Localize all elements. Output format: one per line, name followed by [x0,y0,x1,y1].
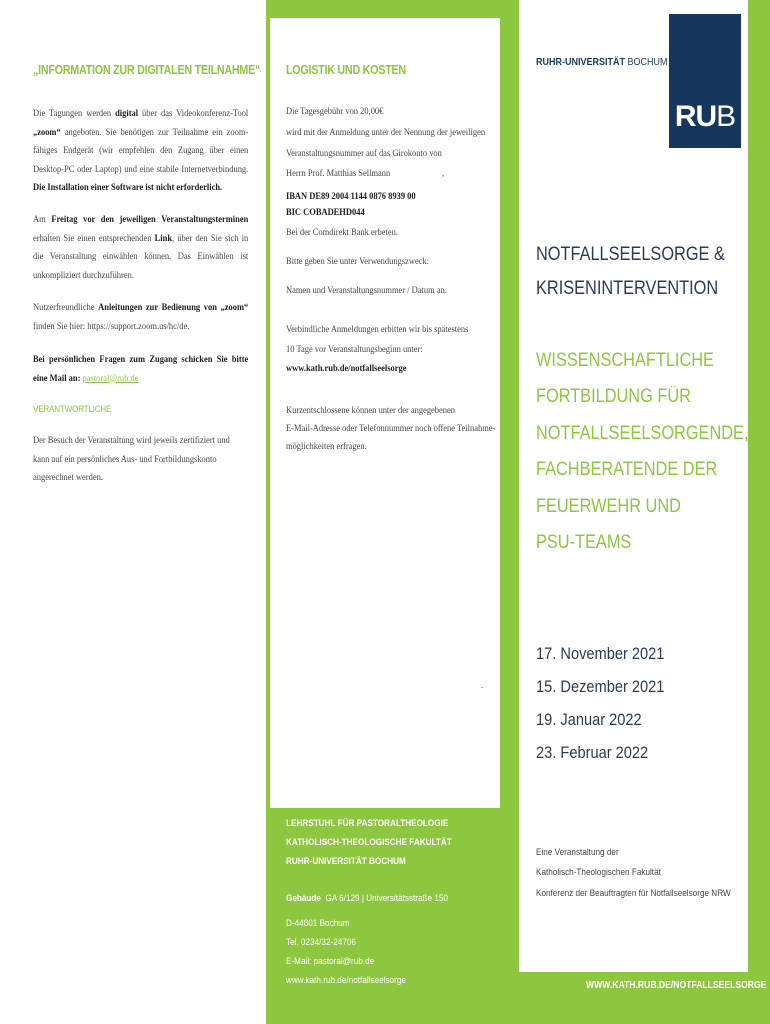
chair-name: LEHRSTUHL FÜR PASTORALTHEOLOGIE [286,818,449,829]
faculty-name: KATHOLISCH-THEOLOGISCHE FAKULTÄT [286,837,452,848]
subtitle-line: WISSENSCHAFTLICHE [536,350,714,371]
event-date: 17. November 2021 [536,644,665,663]
logistics-heading: LOGISTIK UND KOSTEN [286,63,406,77]
rub-logo [669,14,741,148]
university-header-thin: BOCHUM [625,57,668,68]
rub-logo-text-thin: B [716,100,736,133]
body-text: finden Sie hier: https://support.zoom.us/hc/de. [33,320,190,331]
subtitle-line: FORTBILDUNG FÜR [536,386,691,407]
body-text: Nutzerfreundliche [33,302,99,312]
responsible-heading: VERANTWORTLICHE [33,404,112,415]
telephone: Tel. 0234/32-24706 [286,937,356,948]
fee-line: Die Tagesgebühr von 20,00€ [286,106,384,116]
title-line-2: KRISENINTERVENTION [536,278,719,299]
emphasis-text: Die Installation einer Software ist nicht erforderlich. [33,182,223,192]
emphasis-text: Anleitungen zur Bedienung von „zoom“ [98,302,249,312]
building-address [286,893,448,904]
event-date: 23. Februar 2022 [536,743,649,762]
subtitle-line: FACHBERATENDE DER [536,459,718,480]
body-text: Am [33,214,52,224]
emphasis-text: digital [115,108,139,118]
paragraph-digital-tool [33,104,248,197]
subtitle-line: NOTFALLSEELSORGENDE, [536,423,749,444]
emphasis-text: „zoom“ [33,126,61,137]
paragraph-certification: Der Besuch der Veranstaltung wird jeweils zertifiziert und kann auf ein persönliches Aus- und Fortbildungskonto angerechnet werden. [33,435,230,482]
contact-text: Bei persönlichen Fragen zum Zugang schicken Sie bitte eine Mail an: [33,354,249,383]
purpose-detail-line: Namen und Veranstaltungsnummer / Datum an. [286,285,447,295]
purpose-line: Bitte geben Sie unter Verwendungszweck: [286,256,430,266]
stray-dot: . [481,680,484,690]
body-text: über das Videokonferenz-Tool [138,108,249,118]
email[interactable]: E-Mail: pastoral@rub.de [286,956,375,967]
building-value: GA 6/129 | Universitätsstraße 150 [325,893,448,904]
emphasis-text: Freitag vor den jeweiligen Veranstaltungsterminen [51,214,249,224]
university-header [536,57,668,68]
body-text: Die Tagungen werden [33,108,116,118]
body-text: erhalten Sie einen entsprechenden [33,232,155,243]
late-registration-line: E-Mail-Adresse oder Telefonnummer noch offene Teilnahme- [286,423,496,433]
subtitle-line: PSU-TEAMS [536,532,632,553]
digital-participation-heading: „INFORMATION ZUR DIGITALEN TEILNAHME“ [33,63,261,77]
event-date: 15. Dezember 2021 [536,677,665,696]
fee-line: Veranstaltungsnummer auf das Girokonto von [286,148,442,158]
building-label: Gebäude [286,893,321,904]
late-registration-line: Kurzentschlossene können unter der angegebenen [286,405,455,415]
bank-line: Bei der Comdirekt Bank erbeten. [286,227,398,237]
registration-line: Verbindliche Anmeldungen erbitten wir bis spätestens [286,324,469,334]
recipient-line: Herrn Prof. Matthias Sellmann [286,168,391,178]
iban-line: IBAN DE89 2004 1144 0876 8939 00 [286,191,416,201]
city: D-44801 Bochum [286,918,350,929]
university-name: RUHR-UNIVERSITÄT BOCHUM [286,856,406,867]
body-text: , über den Sie sich in die Veranstaltung einwählen können. Das Einwählen ist unkompliziert durchzuführen. [33,232,249,280]
fee-line: wird mit der Anmeldung unter der Nennung der jeweiligen [286,127,486,137]
footer-url[interactable]: WWW.KATH.RUB.DE/NOTFALLSEELSORGE [586,980,767,991]
event-date: 19. Januar 2022 [536,710,642,729]
registration-url[interactable]: www.kath.rub.de/notfallseelsorge [286,363,407,373]
paragraph-instructions [33,298,248,335]
contact-email-link[interactable]: pastoral@rub.de [82,372,139,383]
recipient-comma: , [442,168,445,178]
body-text: angeboten. Sie benötigen zur Teilnahme ein zoom-fähiges Endgerät (wir empfehlen den Zugang über einen Desktop-PC oder Laptop) und eine stabile Internetverbindung. [33,126,249,174]
title-line-1: NOTFALLSEELSORGE & [536,244,725,265]
university-header-bold: RUHR-UNIVERSITÄT [536,57,626,68]
organizer-line: Eine Veranstaltung der [536,847,619,858]
paragraph-contact [33,350,248,387]
website[interactable]: www.kath.rub.de/notfallseelsorge [286,975,406,986]
rub-logo-text-bold: RU [674,100,717,133]
emphasis-text: Link [154,232,173,243]
subtitle-line: FEUERWEHR UND [536,496,681,517]
registration-line: 10 Tage vor Veranstaltungsbeginn unter: [286,344,423,354]
organizer-line: Katholisch-Theologischen Fakultät [536,867,661,878]
paragraph-link-info [33,210,248,284]
late-registration-line: möglichkeiten erfragen. [286,441,367,451]
bic-line: BIC COBADEHD044 [286,207,365,217]
organizer-line: Konferenz der Beauftragten für Notfallseelsorge NRW [536,888,731,899]
